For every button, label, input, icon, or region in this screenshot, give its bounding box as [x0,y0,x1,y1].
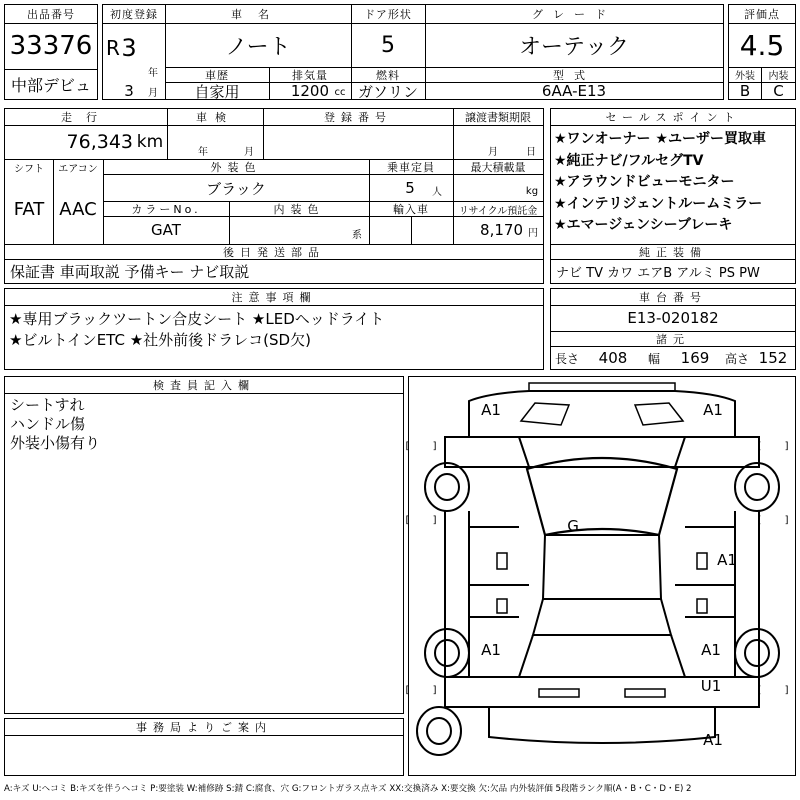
inspector-label: 検査員記入欄 [153,379,255,392]
length-label: 長さ [555,351,580,366]
height-label: 高さ [724,351,749,366]
bracket-mid-right: [ ] [757,514,799,526]
later-label: 後日発送部品 [223,246,325,259]
car-diagram-box [405,376,799,776]
lot-number: 33376 [9,31,93,61]
width-label: 幅 [647,351,660,366]
lot-number-label: 出品番号 [27,8,75,21]
office-label: 事務局よりご案内 [136,721,272,734]
int-color-unit: 系 [352,229,362,241]
car-name-label: 車名 [231,8,285,21]
bracket-front-right: [ ] [757,440,799,452]
capacity-label: 乗車定員 [387,161,435,174]
bracket-rear-left: [ ] [405,684,447,696]
sales-point: ★ワンオーナー ★ユーザー買取車 [554,131,766,147]
color-no-label: カラーNo. [131,203,201,216]
office-box [4,718,404,776]
int-color-label: 内装色 [273,203,325,216]
history: 自家用 [194,82,240,101]
equipment-items: ナビ TV カワ エアB アルミ PS PW [556,266,760,281]
mark-rear-left: A1 [481,641,501,659]
month: 3 [124,82,134,100]
dims-label: 諸元 [656,333,690,346]
sales-point: ★アラウンドビューモニター [554,174,735,190]
mileage-label: 走行 [61,111,111,124]
ac-label: エアコン [58,163,98,175]
mark-glass: G [567,517,579,535]
transfer-label: 譲渡書類期限 [465,111,531,124]
reg-number-label: 登録番号 [324,111,392,124]
later-items: 保証書 車両取説 予備キー ナビ取説 [10,263,250,281]
caution-line: ★専用ブラックツートン合皮シート ★LEDヘッドライト [9,310,385,328]
grade-label: グレード [532,8,616,21]
mileage-unit: km [136,132,164,152]
inspector-note: シートすれ [10,396,85,414]
first-reg-label: 初度登録 [110,8,158,21]
model-label: 型式 [553,68,595,82]
mark-rear-bumper: A1 [703,731,723,749]
exterior-label: 外装 [735,71,755,82]
inspector-note: 外装小傷有り [10,434,101,452]
recycle-unit: 円 [528,227,538,239]
sales-point: ★純正ナビ/フルセグTV [554,152,704,169]
shift: FAT [13,198,45,220]
score-box [728,4,796,100]
capacity: 5 [405,179,415,197]
bracket-rear-right: [ ] [757,684,799,696]
transfer-day-unit: 日 [526,146,536,158]
mark-right-door: A1 [717,551,737,569]
year-unit: 年 [148,67,158,79]
mark-front-left: A1 [481,401,501,419]
caution-box [4,288,544,370]
transfer-month-unit: 月 [488,146,498,158]
capacity-unit: 人 [432,186,442,198]
sales-point: ★エマージェンシーブレーキ [554,217,733,233]
caution-label: 注意事項欄 [231,291,317,304]
grade: オーテック [518,35,629,60]
history-label: 車歴 [205,68,229,82]
header-main-box [102,4,724,100]
doors: 5 [381,33,395,58]
month-unit: 月 [148,87,158,99]
inspection-year-unit: 年 [198,146,208,158]
sales-points-label: セールスポイント [605,111,741,124]
bracket-mid-left: [ ] [405,514,447,526]
bracket-front-left: [ ] [405,440,447,452]
mark-rear-u: U1 [700,677,722,695]
import-label: 輸入車 [393,203,429,216]
ext-color: ブラック [206,179,266,198]
interior-grade: C [773,82,784,100]
displacement: 1200 [290,82,329,100]
caution-line: ★ビルトインETC ★社外前後ドラレコ(SD欠) [9,331,311,349]
load-label: 最大積載量 [470,161,526,174]
equipment-label: 純正装備 [639,246,707,259]
sales-point: ★インテリジェントルームミラー [554,195,763,212]
fuel-label: 燃料 [376,68,400,82]
color-no: GAT [151,221,181,239]
sales-points-list [554,129,794,237]
score-label: 評価点 [744,8,780,21]
ac: AAC [59,198,97,220]
chassis-number: E13-020182 [627,309,719,327]
mark-front-right: A1 [703,401,723,419]
lot-number-box [4,4,98,100]
mark-rear-right: A1 [701,641,721,659]
era: R [106,36,120,60]
displacement-label: 排気量 [292,68,328,82]
score: 4.5 [739,28,785,62]
year: 3 [121,34,137,62]
recycle-label: リサイクル預託金 [458,205,538,217]
width: 169 [680,349,710,367]
height: 152 [758,349,788,367]
inspector-box [4,376,404,714]
doors-label: ドア形状 [364,8,412,21]
displacement-unit: cc [334,86,346,98]
model: 6AA-E13 [541,82,607,100]
details-box [4,108,544,284]
shift-label: シフト [14,163,44,175]
chassis-label: 車台番号 [639,291,707,304]
inspection-label: 車検 [196,111,234,124]
mileage: 76,343 [66,131,133,153]
fuel: ガソリン [357,82,418,101]
car-diagram [405,377,799,775]
length: 408 [598,349,628,367]
debut-label: 中部デビュ [10,76,91,95]
recycle: 8,170 [480,221,523,239]
exterior-grade: B [739,82,751,100]
inspection-month-unit: 月 [244,146,254,158]
load-unit: kg [525,185,539,197]
legend: A:キズ U:ヘコミ B:キズを伴うヘコミ P:要塗装 W:補修跡 S:錆 C:腐食、穴 G:フロントガラス点キズ XX:交換済み X:要交換 欠:欠品 内外装評価 5段階ランク順(A・B・C・D・E) 2 [4,784,692,794]
car-name: ノート [225,35,291,60]
inspector-note: ハンドル傷 [10,415,86,433]
sales-points-box [550,108,796,284]
chassis-box [550,288,796,370]
ext-color-label: 外装色 [210,161,262,174]
interior-label: 内装 [768,71,789,82]
